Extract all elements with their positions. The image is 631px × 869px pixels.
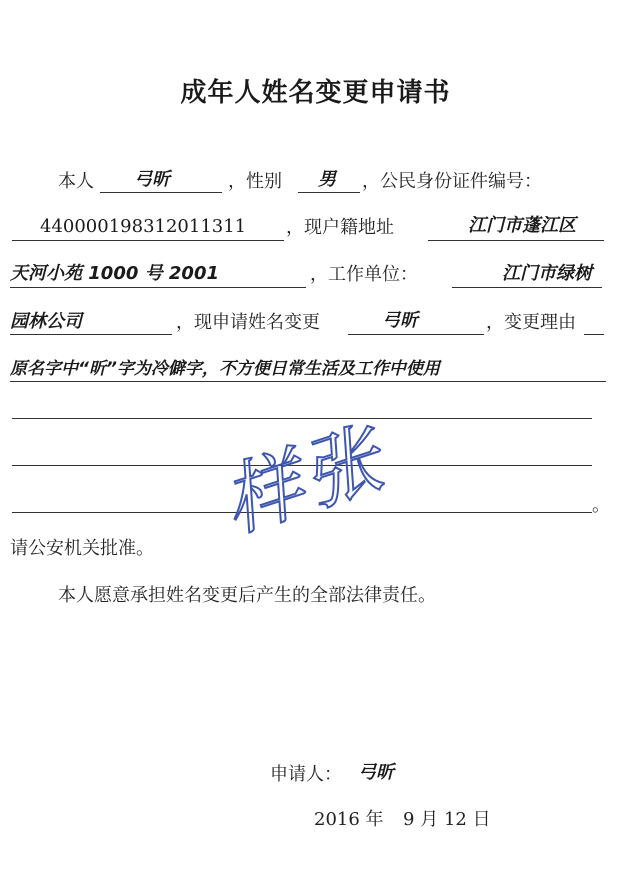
date xyxy=(314,808,491,832)
id-label: ，公民身份证件编号： xyxy=(362,171,542,192)
gender-value: 男 xyxy=(318,169,336,190)
applicant-label: 申请人： xyxy=(270,764,342,785)
sample-watermark xyxy=(207,385,444,589)
applicant-signature: 弓昕 xyxy=(358,762,394,783)
applicant-name-value: 弓昕 xyxy=(134,169,170,190)
new-name-underline xyxy=(348,334,484,335)
name-underline xyxy=(100,192,222,193)
reason-value: 原名字中“昕”字为冷僻字，不方便日常生活及工作中使用 xyxy=(10,359,440,379)
id-underline xyxy=(12,240,284,241)
responsibility-text: 本人愿意承担姓名变更后产生的全部法律责任。 xyxy=(58,585,436,606)
new-name-value: 弓昕 xyxy=(382,310,418,331)
date-year: 2016 xyxy=(314,809,360,830)
work-underline-2 xyxy=(10,334,172,335)
date-year-unit: 年 xyxy=(365,809,384,830)
reason-underline-start xyxy=(584,334,604,335)
address-value-part1: 江门市蓬江区 xyxy=(468,215,576,236)
address-value-part2: 天河小苑 1000 号 2001 xyxy=(10,263,219,284)
prefix-label: 本人 xyxy=(58,171,94,192)
change-label: ，现申请姓名变更 xyxy=(176,312,320,333)
sample-watermark-text: 样张 xyxy=(212,413,397,550)
reason-label: ，变更理由 xyxy=(486,312,576,333)
approve-text: 请公安机关批准。 xyxy=(10,538,154,559)
address-label: ，现户籍地址 xyxy=(286,217,394,238)
work-value-part2: 园林公司 xyxy=(10,311,82,332)
address-underline-2 xyxy=(10,287,306,288)
work-label: ，工作单位： xyxy=(310,264,418,285)
reason-underline xyxy=(10,381,606,382)
work-underline-1 xyxy=(452,287,602,288)
gender-underline xyxy=(298,192,360,193)
id-number-value: 440000198312011311 xyxy=(40,216,247,237)
gender-label: ，性别 xyxy=(228,171,282,192)
address-underline-1 xyxy=(428,240,604,241)
date-month: 9 xyxy=(403,809,415,830)
page-title: 成年人姓名变更申请书 xyxy=(180,78,451,108)
date-day: 12 xyxy=(443,809,467,830)
date-month-unit: 月 xyxy=(420,809,439,830)
work-value-part1: 江门市绿树 xyxy=(502,263,592,284)
date-day-unit: 日 xyxy=(472,809,491,830)
blank-end-mark: 。 xyxy=(592,495,610,516)
